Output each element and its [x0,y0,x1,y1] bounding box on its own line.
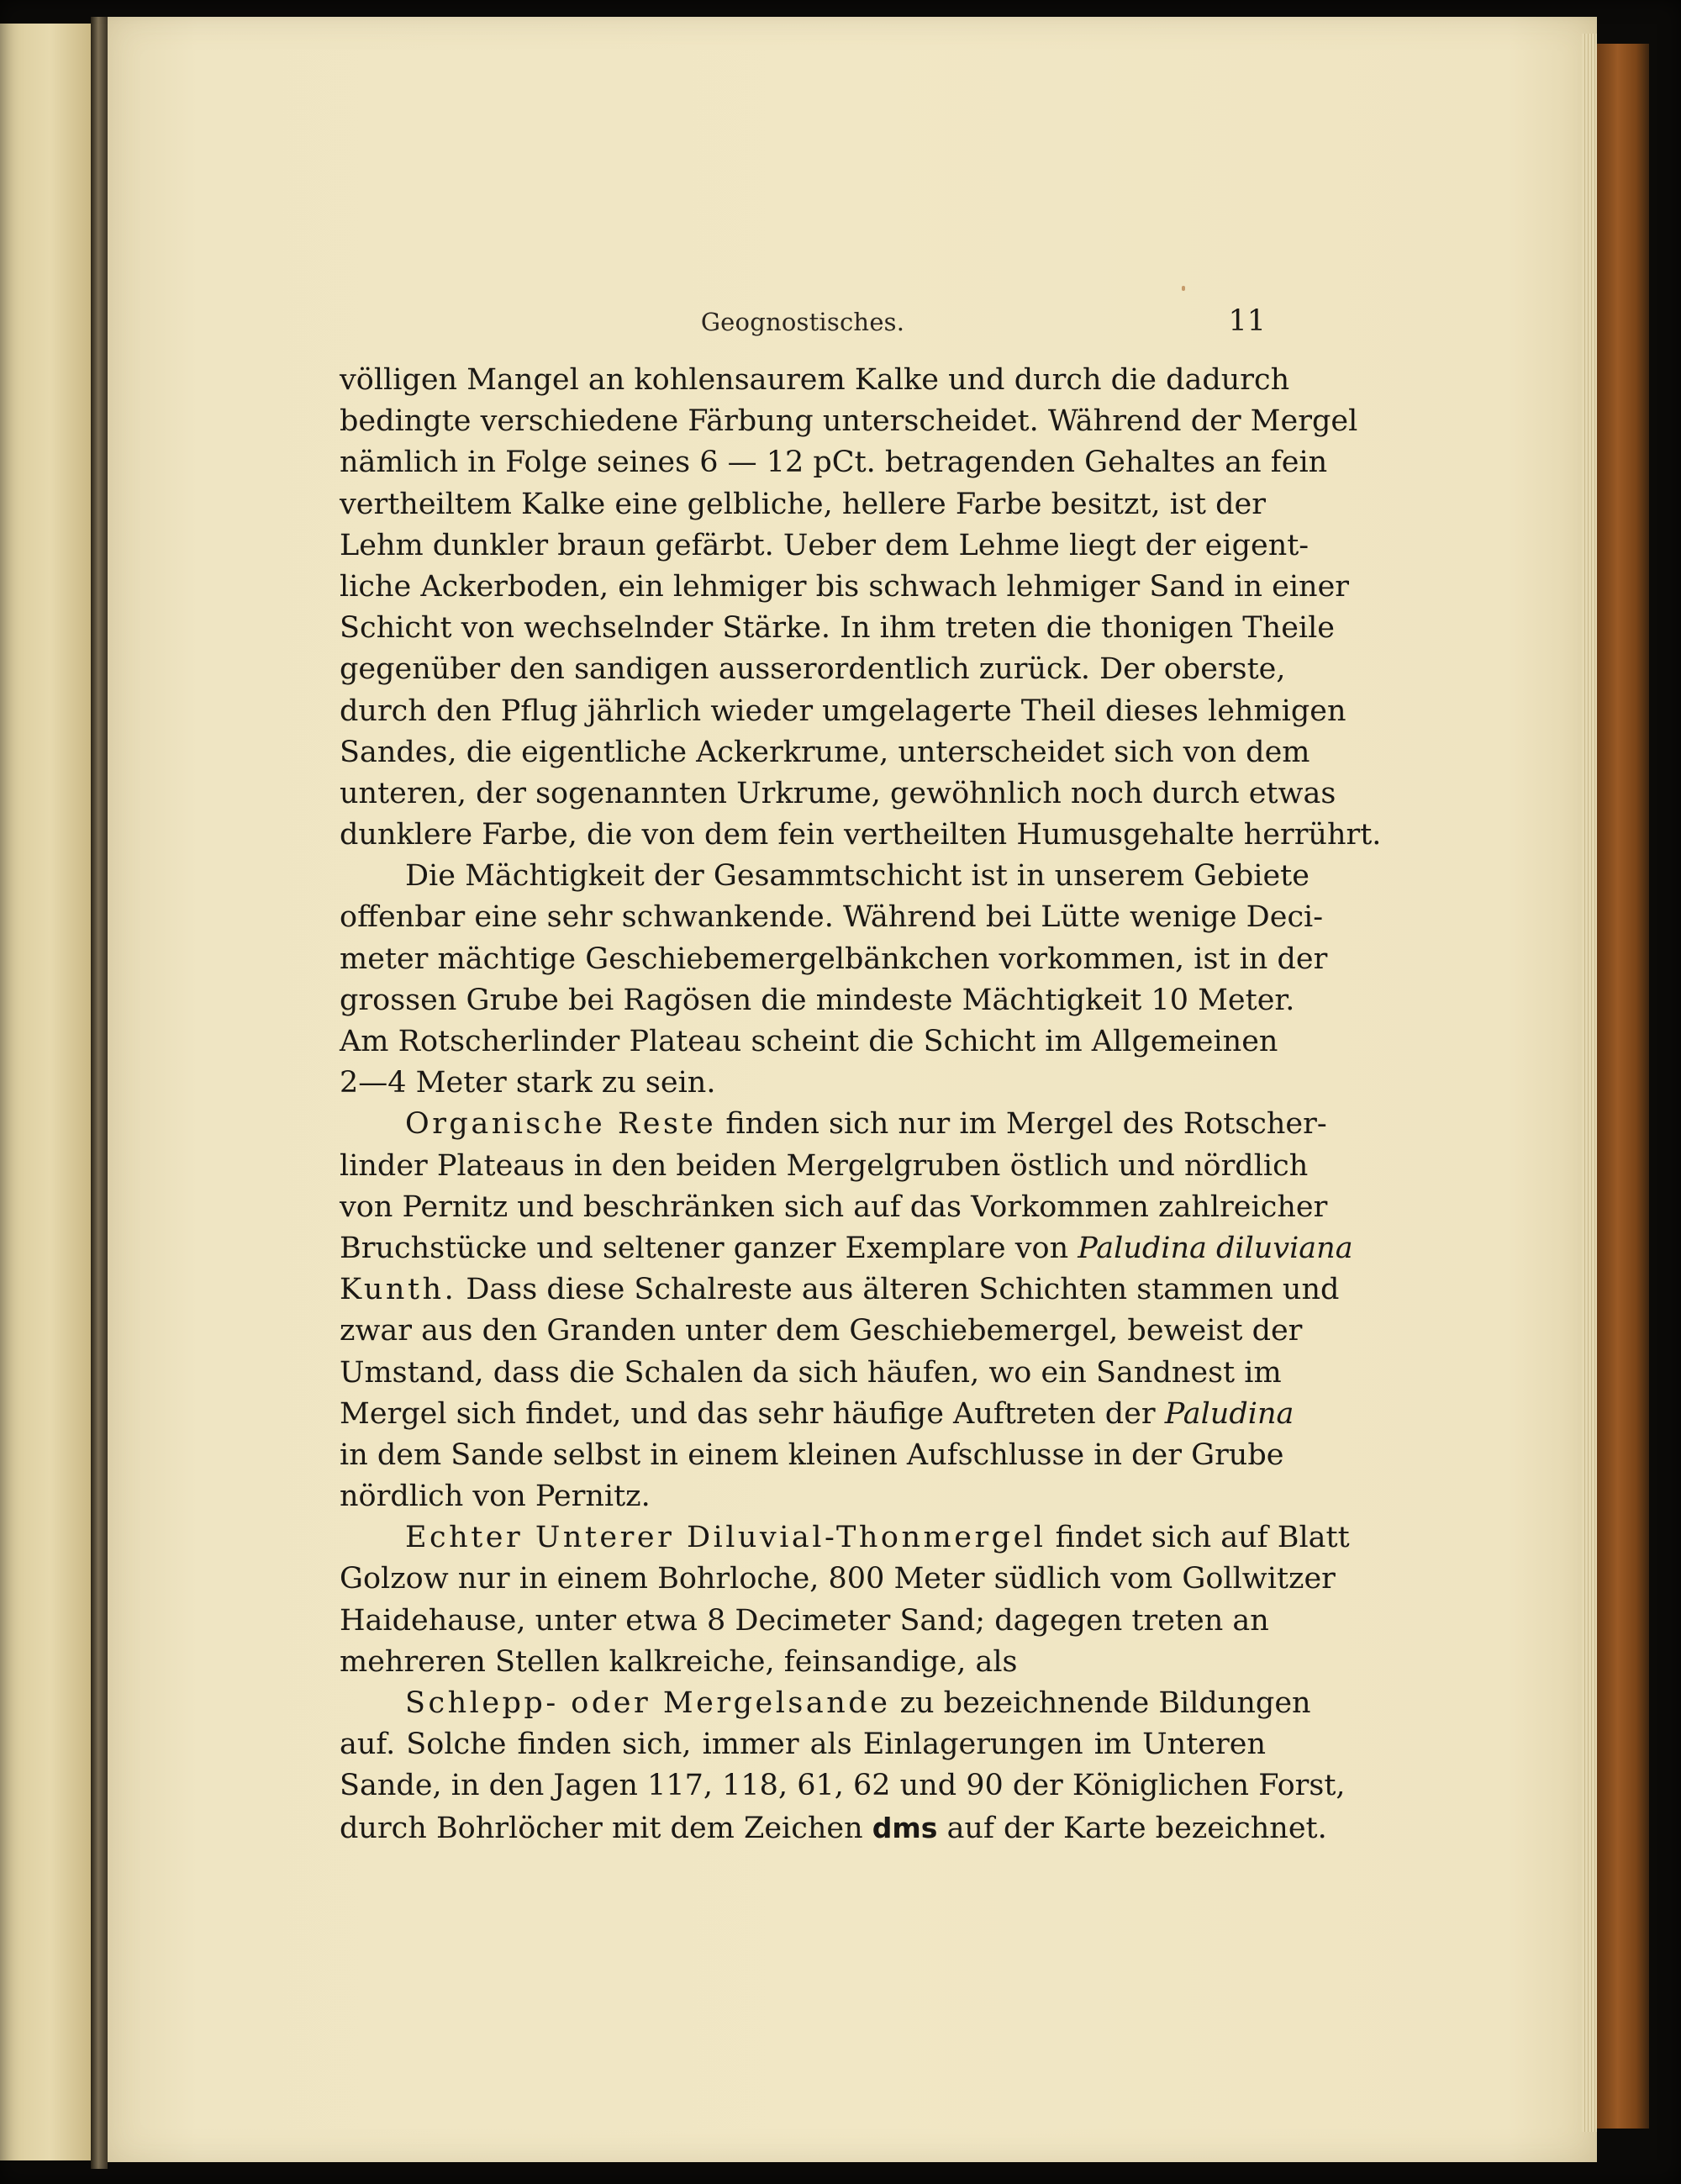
text-line: Sande, in den Jagen 117, 118, 61, 62 und 90 der Königlichen Forst, [340,1769,1346,1803]
text-segment: finden sich nur im Mergel des Rotscher- [725,1107,1327,1142]
text-line: unteren, der sogenannten Urkrume, gewöhnlich noch durch etwas [340,776,1336,810]
text-line: linder Plateaus in den beiden Mergelgruben östlich und nördlich [340,1148,1309,1183]
text-line: dunklere Farbe, die von dem fein vertheilten Humusgehalte herrührt. [340,818,1382,852]
text-segment: Dass diese Schalreste aus älteren Schichten stammen und [466,1273,1340,1307]
text-line [340,1228,1353,1269]
text-line: grossen Grube bei Ragösen die mindeste Mächtigkeit 10 Meter. [340,983,1295,1017]
text-segment: Mergel sich findet, und das sehr häufige Auftreten der [340,1396,1156,1431]
running-title: Geognostisches. [700,308,905,336]
spaced-heading: Echter Unterer Diluvial-Thonmergel [405,1521,1046,1555]
italic-taxon: Paludina [1164,1396,1294,1431]
spaced-heading: Schlepp- oder Mergelsande [405,1686,891,1720]
text-line: gegenüber den sandigen ausserordentlich zurück. Der oberste, [340,652,1286,687]
text-line: nämlich in Folge seines 6 — 12 pCt. betragenden Gehaltes an fein [340,446,1328,480]
text-segment: auf der Karte bezeichnet. [946,1811,1327,1845]
map-symbol: dms [872,1811,938,1844]
text-segment: durch Bohrlöcher mit dem Zeichen [340,1811,863,1845]
text-line: in dem Sande selbst in einem kleinen Aufschlusse in der Grube [340,1438,1284,1472]
text-line: Schicht von wechselnder Stärke. In ihm treten die thonigen Theile [340,611,1336,646]
text-line [340,1807,1327,1849]
page-number: 11 [1228,304,1266,338]
text-line [340,1394,1294,1435]
text-line: bedingte verschiedene Färbung unterscheidet. Während der Mergel [340,404,1358,439]
text-line: Golzow nur in einem Bohrloche, 800 Meter südlich vom Gollwitzer [340,1562,1336,1596]
spaced-author: Kunth. [340,1273,457,1307]
text-line: meter mächtige Geschiebemergelbänkchen vorkommen, ist in der [340,942,1328,976]
facing-page-edge [0,24,91,2160]
text-line: von Pernitz und beschränken sich auf das Vorkommen zahlreicher [340,1190,1328,1224]
text-line: Umstand, dass die Schalen da sich häufen, wo ein Sandnest im [340,1355,1282,1390]
text-line: liche Ackerboden, ein lehmiger bis schwach lehmiger Sand in einer [340,569,1350,604]
paragraph-start [340,1683,1311,1724]
text-line: Lehm dunkler braun gefärbt. Ueber dem Lehme liegt der eigent- [340,528,1309,562]
text-line: nördlich von Pernitz. [340,1480,651,1514]
text-line: offenbar eine sehr schwankende. Während bei Lütte wenige Deci- [340,900,1324,935]
text-line: völligen Mangel an kohlensaurem Kalke und durch die dadurch [340,363,1290,397]
page-stack-edges [1582,34,1597,2132]
italic-taxon: Paludina diluviana [1078,1231,1353,1265]
paragraph-start [340,1517,1350,1559]
text-line: auf. Solche finden sich, immer als Einlagerungen im Unteren [340,1728,1266,1762]
spaced-heading: Organische Reste [405,1107,717,1142]
text-line: vertheiltem Kalke eine gelbliche, hellere Farbe besitzt, ist der [340,487,1266,521]
text-line [340,1269,1340,1311]
book-gutter [91,17,108,2169]
text-segment: zu bezeichnende Bildungen [899,1686,1311,1720]
text-line: 2—4 Meter stark zu sein. [340,1066,716,1100]
text-segment: findet sich auf Blatt [1055,1521,1350,1555]
book-cover-edge [1597,44,1649,2129]
running-head [340,304,1266,345]
text-line: zwar aus den Granden unter dem Geschiebemergel, beweist der [340,1314,1303,1348]
text-line: Am Rotscherlinder Plateau scheint die Schicht im Allgemeinen [340,1025,1278,1058]
paper-blemish [1182,286,1185,291]
text-line: Haidehause, unter etwa 8 Decimeter Sand; dagegen treten an [340,1603,1269,1638]
text-segment: Bruchstücke und seltener ganzer Exemplare von [340,1231,1069,1265]
text-line: mehreren Stellen kalkreiche, feinsandige, als [340,1644,1018,1679]
text-line: durch den Pflug jährlich wieder umgelagerte Theil dieses lehmigen [340,694,1346,728]
paragraph-start [340,1104,1327,1145]
body-text [340,360,1382,1849]
paragraph-start: Die Mächtigkeit der Gesammtschicht ist in unserem Gebiete [405,859,1309,894]
text-line: Sandes, die eigentliche Ackerkrume, unterscheidet sich von dem [340,735,1310,769]
